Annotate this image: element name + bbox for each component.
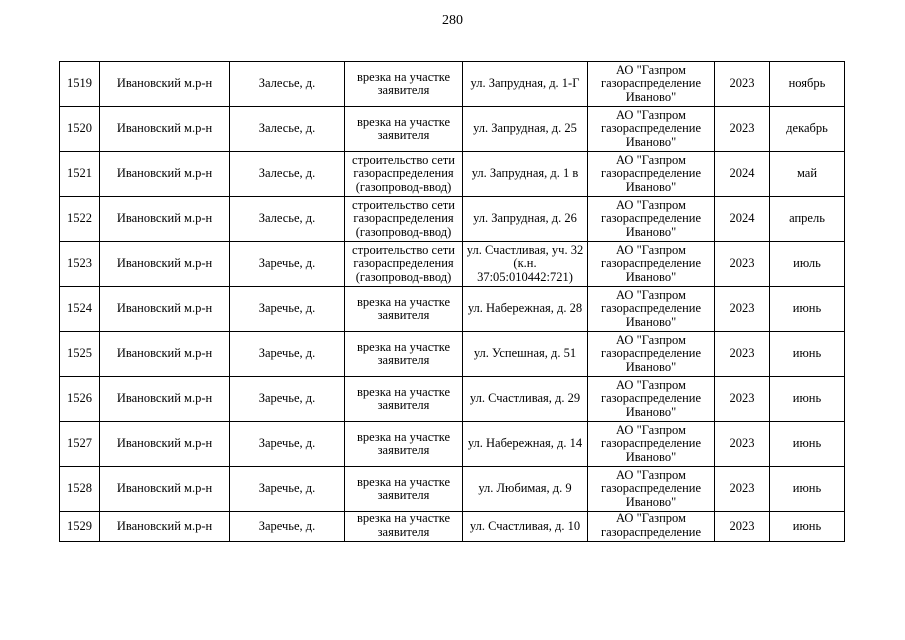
work-type-cell: врезка на участке заявителя	[345, 62, 463, 107]
address-cell: ул. Набережная, д. 28	[463, 287, 588, 332]
address-cell: ул. Счастливая, д. 29	[463, 377, 588, 422]
month-cell: июнь	[770, 512, 845, 542]
settlement-cell: Залесье, д.	[230, 62, 345, 107]
organization-cell: АО "Газпром газораспределение Иваново"	[588, 107, 715, 152]
month-cell: май	[770, 152, 845, 197]
table-row	[60, 152, 845, 197]
address-cell: ул. Счастливая, д. 10	[463, 512, 588, 542]
settlement-cell: Заречье, д.	[230, 377, 345, 422]
work-type-cell: врезка на участке заявителя	[345, 287, 463, 332]
organization-cell: АО "Газпром газораспределение Иваново"	[588, 287, 715, 332]
address-cell: ул. Запрудная, д. 1 в	[463, 152, 588, 197]
district-cell: Ивановский м.р-н	[100, 422, 230, 467]
year-cell: 2023	[715, 287, 770, 332]
table-row	[60, 512, 845, 542]
table-row	[60, 422, 845, 467]
organization-cell: АО "Газпром газораспределение Иваново"	[588, 152, 715, 197]
organization-cell: АО "Газпром газораспределение Иваново"	[588, 377, 715, 422]
year-cell: 2024	[715, 197, 770, 242]
organization-cell: АО "Газпром газораспределение Иваново"	[588, 422, 715, 467]
row-number: 1529	[60, 512, 100, 542]
district-cell: Ивановский м.р-н	[100, 377, 230, 422]
settlement-cell: Заречье, д.	[230, 242, 345, 287]
year-cell: 2023	[715, 242, 770, 287]
month-cell: июнь	[770, 422, 845, 467]
month-cell: июль	[770, 242, 845, 287]
row-number: 1523	[60, 242, 100, 287]
row-number: 1525	[60, 332, 100, 377]
table-row	[60, 332, 845, 377]
table-row	[60, 242, 845, 287]
district-cell: Ивановский м.р-н	[100, 242, 230, 287]
month-cell: июнь	[770, 467, 845, 512]
district-cell: Ивановский м.р-н	[100, 287, 230, 332]
organization-cell: АО "Газпром газораспределение	[588, 512, 715, 542]
address-cell: ул. Запрудная, д. 25	[463, 107, 588, 152]
work-type-cell: строительство сети газораспределения (газопровод-ввод)	[345, 152, 463, 197]
row-number: 1520	[60, 107, 100, 152]
row-number: 1521	[60, 152, 100, 197]
district-cell: Ивановский м.р-н	[100, 152, 230, 197]
table-row	[60, 107, 845, 152]
district-cell: Ивановский м.р-н	[100, 332, 230, 377]
work-type-cell: врезка на участке заявителя	[345, 107, 463, 152]
organization-cell: АО "Газпром газораспределение Иваново"	[588, 467, 715, 512]
district-cell: Ивановский м.р-н	[100, 197, 230, 242]
district-cell: Ивановский м.р-н	[100, 512, 230, 542]
gas-connection-table	[59, 61, 845, 542]
work-type-cell: строительство сети газораспределения (газопровод-ввод)	[345, 242, 463, 287]
table-row	[60, 467, 845, 512]
row-number: 1526	[60, 377, 100, 422]
table-row	[60, 197, 845, 242]
year-cell: 2024	[715, 152, 770, 197]
table-row	[60, 287, 845, 332]
organization-cell: АО "Газпром газораспределение Иваново"	[588, 242, 715, 287]
year-cell: 2023	[715, 512, 770, 542]
year-cell: 2023	[715, 422, 770, 467]
settlement-cell: Заречье, д.	[230, 422, 345, 467]
address-cell: ул. Набережная, д. 14	[463, 422, 588, 467]
organization-cell: АО "Газпром газораспределение Иваново"	[588, 197, 715, 242]
work-type-cell: врезка на участке заявителя	[345, 467, 463, 512]
year-cell: 2023	[715, 62, 770, 107]
settlement-cell: Заречье, д.	[230, 287, 345, 332]
table-row	[60, 377, 845, 422]
row-number: 1527	[60, 422, 100, 467]
organization-cell: АО "Газпром газораспределение Иваново"	[588, 62, 715, 107]
work-type-cell: строительство сети газораспределения (газопровод-ввод)	[345, 197, 463, 242]
settlement-cell: Заречье, д.	[230, 332, 345, 377]
work-type-cell: врезка на участке заявителя	[345, 512, 463, 542]
address-cell: ул. Счастливая, уч. 32 (к.н. 37:05:010442:721)	[463, 242, 588, 287]
month-cell: декабрь	[770, 107, 845, 152]
settlement-cell: Залесье, д.	[230, 107, 345, 152]
settlement-cell: Залесье, д.	[230, 152, 345, 197]
work-type-cell: врезка на участке заявителя	[345, 422, 463, 467]
district-cell: Ивановский м.р-н	[100, 467, 230, 512]
row-number: 1519	[60, 62, 100, 107]
row-number: 1522	[60, 197, 100, 242]
settlement-cell: Заречье, д.	[230, 467, 345, 512]
address-cell: ул. Запрудная, д. 26	[463, 197, 588, 242]
page-number: 280	[442, 13, 463, 28]
year-cell: 2023	[715, 377, 770, 422]
year-cell: 2023	[715, 332, 770, 377]
month-cell: июнь	[770, 287, 845, 332]
year-cell: 2023	[715, 467, 770, 512]
address-cell: ул. Запрудная, д. 1-Г	[463, 62, 588, 107]
work-type-cell: врезка на участке заявителя	[345, 377, 463, 422]
work-type-cell: врезка на участке заявителя	[345, 332, 463, 377]
table-row	[60, 62, 845, 107]
row-number: 1524	[60, 287, 100, 332]
year-cell: 2023	[715, 107, 770, 152]
month-cell: апрель	[770, 197, 845, 242]
settlement-cell: Заречье, д.	[230, 512, 345, 542]
row-number: 1528	[60, 467, 100, 512]
address-cell: ул. Любимая, д. 9	[463, 467, 588, 512]
month-cell: ноябрь	[770, 62, 845, 107]
organization-cell: АО "Газпром газораспределение Иваново"	[588, 332, 715, 377]
month-cell: июнь	[770, 377, 845, 422]
district-cell: Ивановский м.р-н	[100, 107, 230, 152]
address-cell: ул. Успешная, д. 51	[463, 332, 588, 377]
settlement-cell: Залесье, д.	[230, 197, 345, 242]
month-cell: июнь	[770, 332, 845, 377]
district-cell: Ивановский м.р-н	[100, 62, 230, 107]
